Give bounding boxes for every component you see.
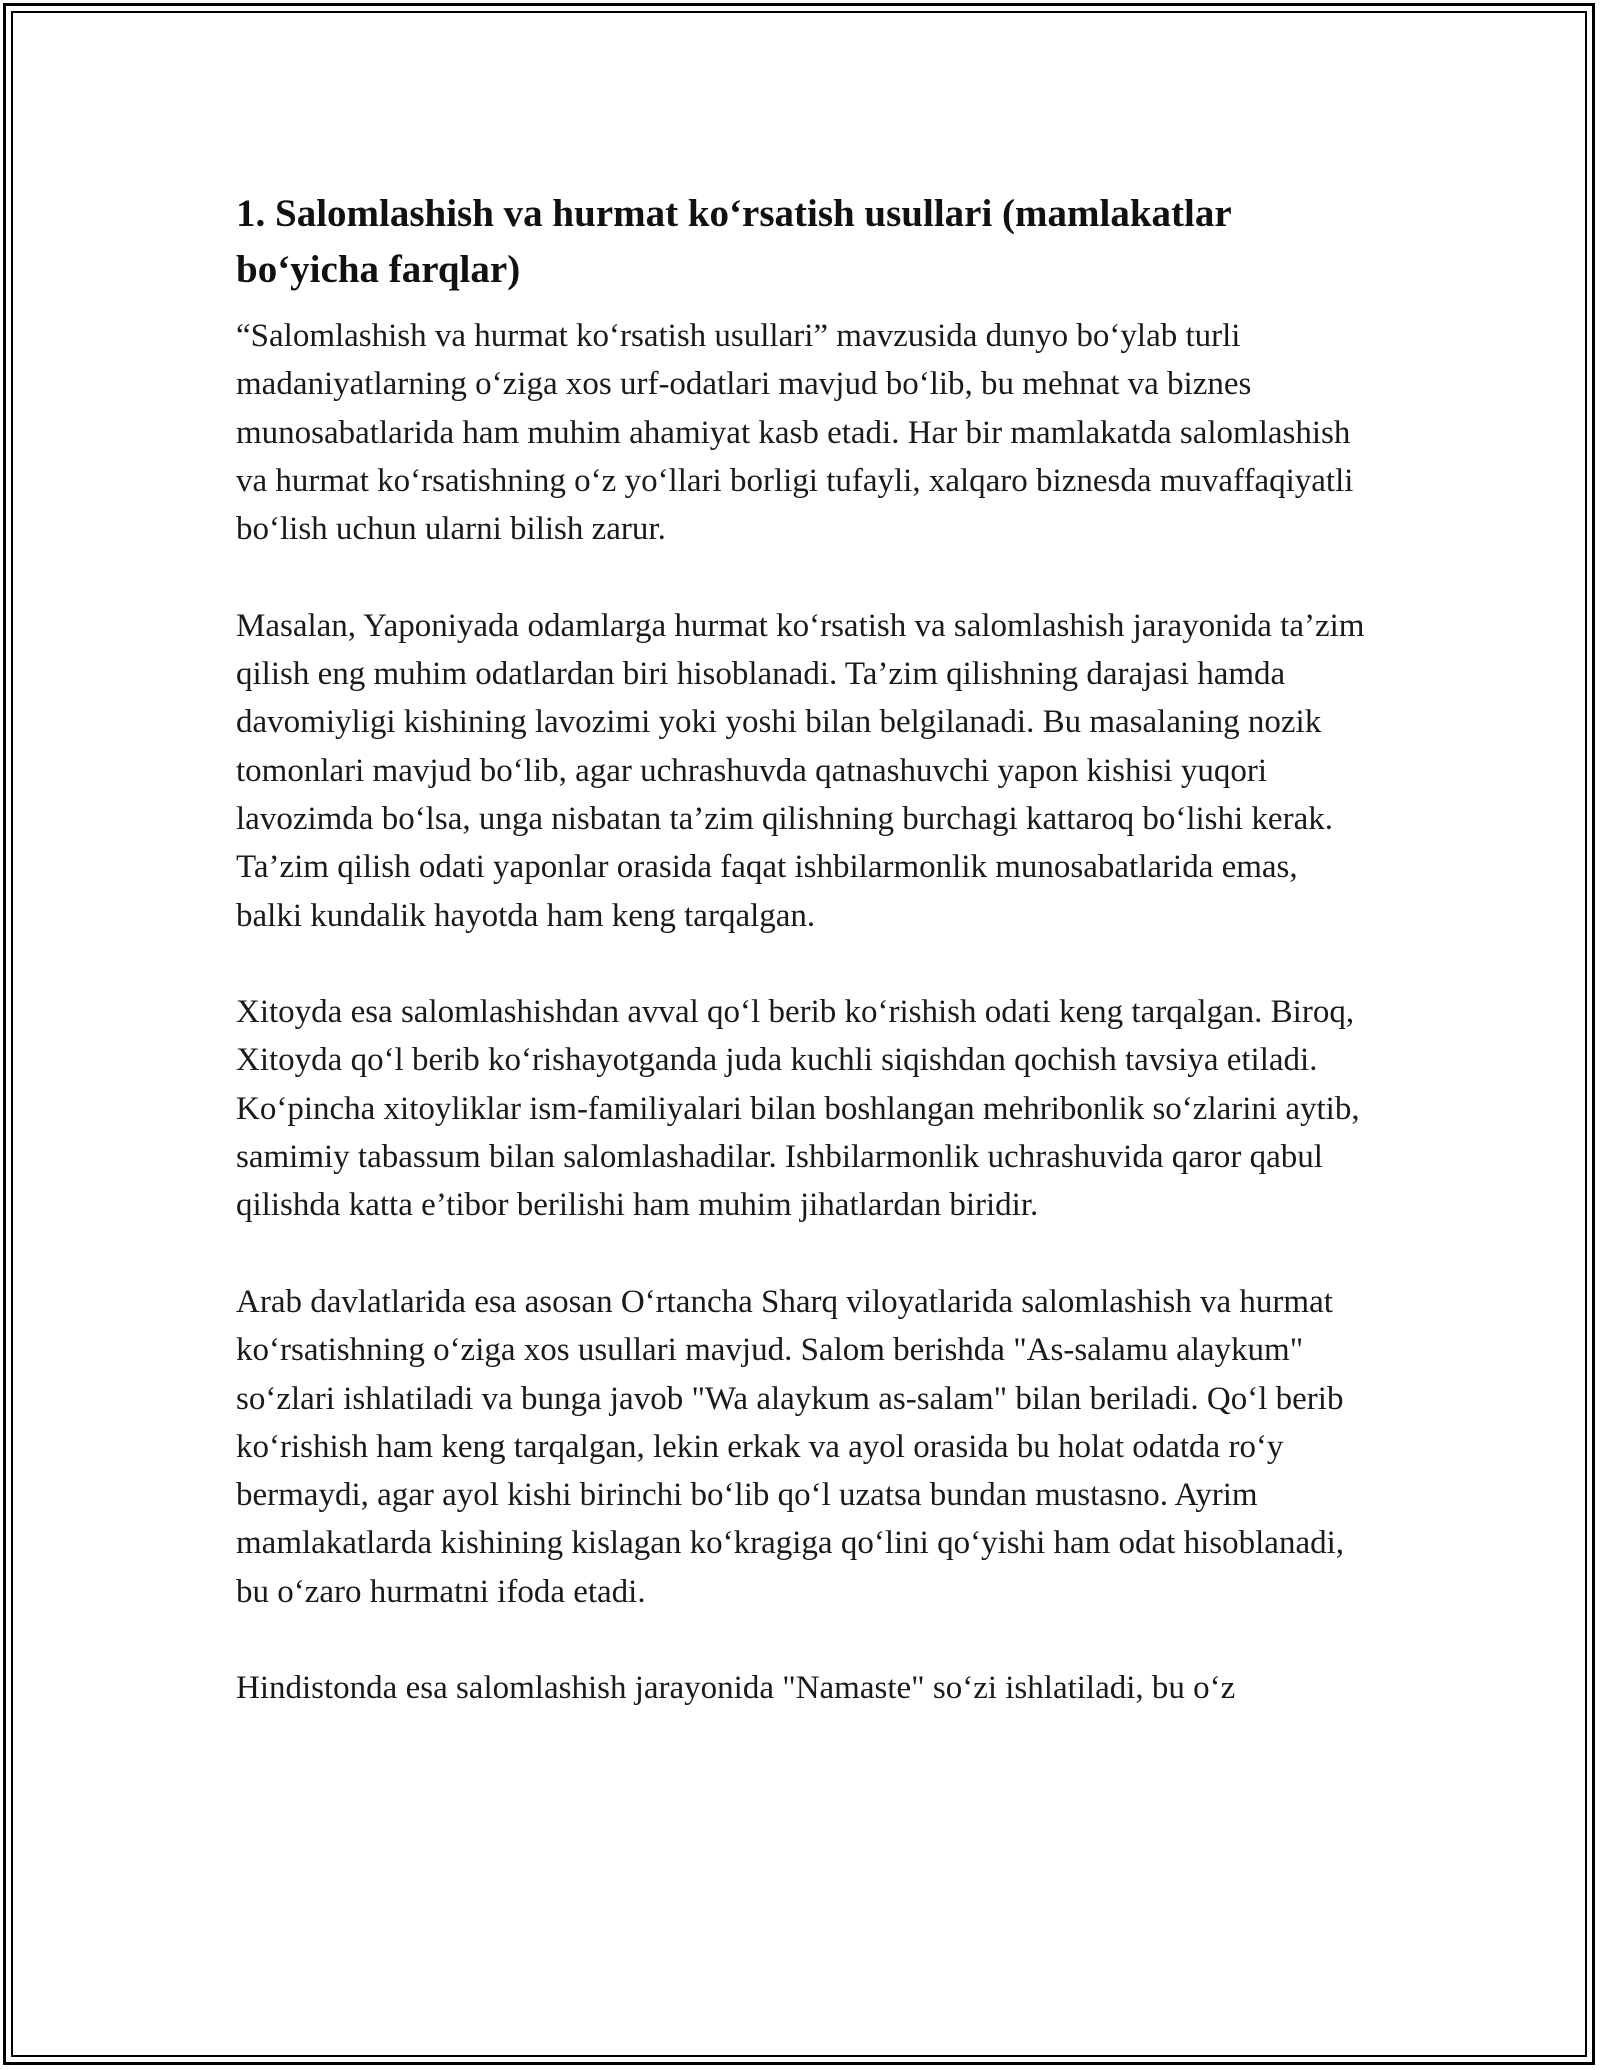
paragraph-intro: “Salomlashish va hurmat ko‘rsatish usullari” mavzusida dunyo bo‘ylab turli madaniyatlarning o‘ziga xos urf-odatlari mavjud bo‘lib, bu mehnat va biznes munosabatlarida ham muhim ahamiyat kasb etadi. Har bir mamlakatda salomlashish va hurmat ko‘rsatishning o‘z yo‘llari borligi tufayli, xalqaro biznesda muvaffaqiyatli bo‘lish uchun ularni bilish zarur. [236, 318, 1354, 548]
section-heading: 1. Salomlashish va hurmat ko‘rsatish usullari (mamlakatlar bo‘yicha farqlar) [236, 192, 1231, 291]
document-body [236, 186, 1366, 1761]
paragraph-arab: Arab davlatlarida esa asosan O‘rtancha Sharq viloyatlarida salomlashish va hurmat ko‘rsatishning o‘ziga xos usullari mavjud. Salom berishda "As-salamu alaykum" so‘zlari ishlatiladi va bunga javob "Wa alaykum as-salam" bilan beriladi. Qo‘l berib ko‘rishish ham keng tarqalgan, lekin erkak va ayol orasida bu holat odatda ro‘y bermaydi, agar ayol kishi birinchi bo‘lib qo‘l uzatsa bundan mustasno. Ayrim mamlakatlarda kishining kislagan ko‘kragiga qo‘lini qo‘yishi ham odat hisoblanadi, bu o‘zaro hurmatni ifoda etadi. [236, 1283, 1345, 1610]
paragraph-japan: Masalan, Yaponiyada odamlarga hurmat ko‘rsatish va salomlashish jarayonida ta’zim qilish eng muhim odatlardan biri hisoblanadi. Ta’zim qilishning darajasi hamda davomiyligi kishining lavozimi yoki yoshi bilan belgilanadi. Bu masalaning nozik tomonlari mavjud bo‘lib, agar uchrashuvda qatnashuvchi yapon kishisi yuqori lavozimda bo‘lsa, unga nisbatan ta’zim qilishning burchagi kattaroq bo‘lishi kerak. Ta’zim qilish odati yaponlar orasida faqat ishbilarmonlik munosabatlarida emas, balki kundalik hayotda ham keng tarqalgan. [236, 607, 1365, 934]
paragraph-china: Xitoyda esa salomlashishdan avval qo‘l berib ko‘rishish odati keng tarqalgan. Biroq, Xitoyda qo‘l berib ko‘rishayotganda juda kuchli siqishdan qochish tavsiya etiladi. Ko‘pincha xitoyliklar ism-familiyalari bilan boshlangan mehribonlik so‘zlarini aytib, samimiy tabassum bilan salomlashadilar. Ishbilarmonlik uchrashuvida qaror qabul qilishda katta e’tibor berilishi ham muhim jihatlardan biridir. [236, 994, 1360, 1224]
paragraph-india: Hindistonda esa salomlashish jarayonida "Namaste" so‘zi ishlatiladi, bu o‘z [236, 1670, 1236, 1707]
